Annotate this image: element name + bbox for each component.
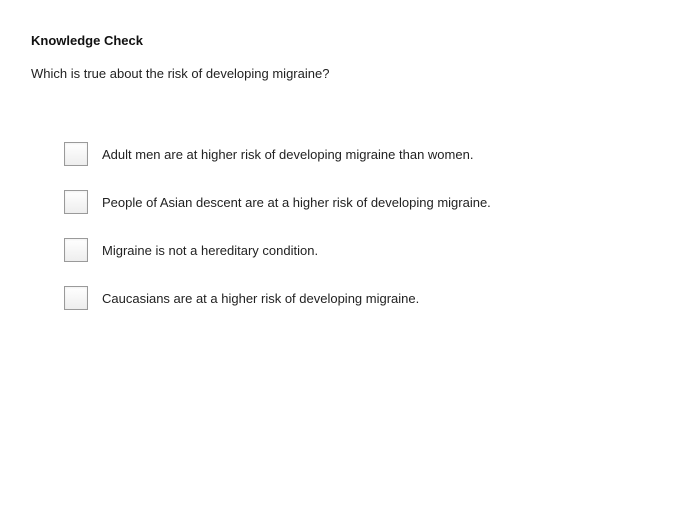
answer-label-2: People of Asian descent are at a higher risk of developing migraine.	[102, 194, 491, 210]
answer-label-3: Migraine is not a hereditary condition.	[102, 242, 319, 258]
answer-checkbox-3[interactable]	[64, 238, 88, 262]
answer-option-1[interactable]	[64, 141, 491, 167]
answer-option-3[interactable]	[64, 237, 491, 263]
answer-checkbox-4[interactable]	[64, 286, 88, 310]
question-text: Which is true about the risk of developing migraine?	[31, 66, 330, 81]
answer-label-4: Caucasians are at a higher risk of developing migraine.	[102, 290, 420, 306]
answer-option-2[interactable]	[64, 189, 491, 215]
page-title: Knowledge Check	[31, 33, 143, 48]
answer-label-1: Adult men are at higher risk of developing migraine than women.	[102, 146, 474, 162]
answer-checkbox-1[interactable]	[64, 142, 88, 166]
answer-checkbox-2[interactable]	[64, 190, 88, 214]
answer-options	[64, 141, 491, 333]
answer-option-4[interactable]	[64, 285, 491, 311]
